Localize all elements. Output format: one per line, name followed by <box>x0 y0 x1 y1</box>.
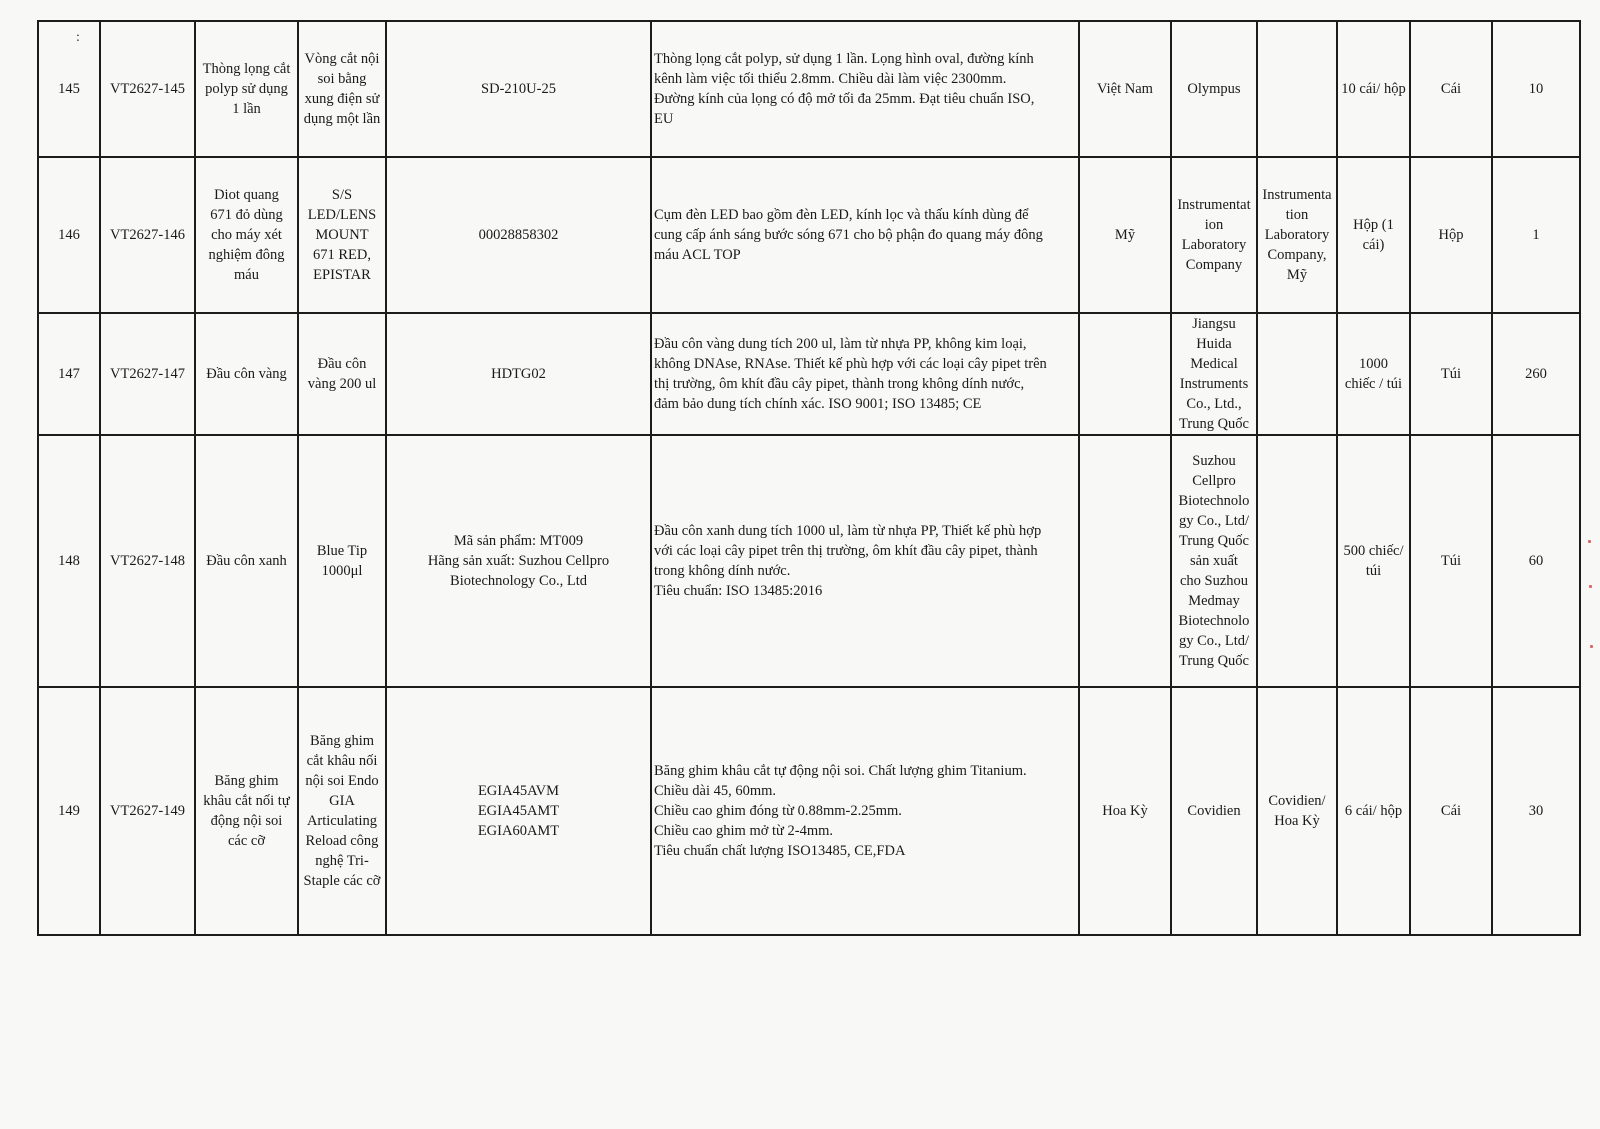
cell-owner-line: Mỹ <box>1286 267 1308 283</box>
cell-manufacturer-line: Medmay <box>1188 593 1240 609</box>
cell-item-name-line: Đầu côn xanh <box>206 553 287 569</box>
cell-model <box>386 687 651 935</box>
cell-packaging <box>1337 21 1410 157</box>
cell-trade-name-line: xung điện sử <box>304 91 380 107</box>
cell-owner-line: Company, <box>1267 247 1327 263</box>
cell-description-line: Tiêu chuẩn: ISO 13485:2016 <box>654 583 823 599</box>
cell-item-name-line: 671 đỏ dùng <box>210 207 283 223</box>
cell-manufacturer-line: Cellpro <box>1192 473 1236 489</box>
cell-packaging-line: 6 cái/ hộp <box>1344 803 1403 819</box>
cell-model-line: EGIA45AMT <box>477 803 560 819</box>
cell-description-line: Đầu côn xanh dung tích 1000 ul, làm từ nhựa PP, Thiết kế phù hợp <box>654 523 1042 539</box>
cell-item-name-line: nghiệm đông <box>208 247 285 263</box>
cell-manufacturer <box>1171 157 1257 313</box>
cell-model-line: Biotechnology Co., Ltd <box>450 573 587 589</box>
cell-trade-name-line: Staple các cỡ <box>303 873 381 889</box>
cell-index: 149 <box>38 687 100 935</box>
cell-model <box>386 157 651 313</box>
cell-origin-line: Việt Nam <box>1097 81 1153 97</box>
table-row <box>38 21 1580 157</box>
cell-manufacturer-line: Co., Ltd., <box>1186 396 1242 412</box>
cell-description <box>651 157 1079 313</box>
cell-owner <box>1257 157 1337 313</box>
cell-manufacturer-line: Olympus <box>1187 81 1241 97</box>
cell-trade-name-line: Blue Tip <box>316 543 368 559</box>
cell-owner-line: Hoa Kỳ <box>1274 813 1320 829</box>
cell-item-code: VT2627-147 <box>100 313 195 435</box>
cell-trade-name-line: Articulating <box>306 813 378 829</box>
cell-manufacturer-line: Instrumentat <box>1177 197 1251 213</box>
cell-quantity: 60 <box>1492 435 1580 687</box>
scan-dot-mark: : <box>76 30 80 45</box>
cell-description-line: kênh làm việc tối thiểu 2.8mm. Chiều dài làm việc 2300mm. <box>654 71 1007 87</box>
cell-packaging-line: túi <box>1365 563 1382 579</box>
cell-manufacturer-line: Trung Quốc <box>1179 653 1249 669</box>
cell-description-line: không DNAse, RNAse. Thiết kế phù hợp với các loại cây pipet trên <box>654 356 1047 372</box>
cell-trade-name-line: Vòng cắt nội <box>304 51 380 67</box>
cell-description-line: Chiều cao ghim mở từ 2-4mm. <box>654 823 834 839</box>
cell-origin <box>1079 157 1171 313</box>
cell-model-line: Hãng sản xuất: Suzhou Cellpro <box>427 553 610 569</box>
cell-packaging <box>1337 313 1410 435</box>
cell-unit: Cái <box>1410 687 1492 935</box>
cell-packaging-line: 10 cái/ hộp <box>1341 81 1406 97</box>
cell-packaging <box>1337 435 1410 687</box>
cell-item-name-line: 1 lần <box>232 101 261 117</box>
cell-trade-name-line: Đầu côn <box>317 356 367 372</box>
cell-item-name <box>195 157 298 313</box>
cell-unit: Hộp <box>1410 157 1492 313</box>
cell-quantity: 1 <box>1492 157 1580 313</box>
cell-item-name <box>195 313 298 435</box>
cell-packaging-line: 500 chiếc/ <box>1343 543 1404 559</box>
cell-trade-name <box>298 435 386 687</box>
cell-trade-name-line: MOUNT <box>315 227 369 243</box>
table-row <box>38 435 1580 687</box>
cell-packaging <box>1337 687 1410 935</box>
cell-owner-line: Covidien/ <box>1268 793 1326 809</box>
cell-item-name-line: polyp sử dụng <box>205 81 288 97</box>
cell-item-name-line: cho máy xét <box>211 227 282 243</box>
cell-trade-name-line: vàng 200 ul <box>307 376 377 392</box>
cell-model-line: 00028858302 <box>478 227 559 243</box>
cell-manufacturer-line: Jiangsu <box>1192 316 1236 332</box>
cell-manufacturer <box>1171 21 1257 157</box>
cell-trade-name-line: S/S <box>331 187 353 203</box>
cell-origin <box>1079 687 1171 935</box>
cell-trade-name-line: EPISTAR <box>313 267 371 283</box>
cell-description-line: Cụm đèn LED bao gồm đèn LED, kính lọc và thấu kính dùng để <box>654 207 1029 223</box>
cell-description <box>651 435 1079 687</box>
cell-trade-name-line: dụng một lần <box>303 111 381 127</box>
cell-origin-line: Hoa Kỳ <box>1102 803 1148 819</box>
cell-trade-name-line: LED/LENS <box>307 207 377 223</box>
cell-owner-line: Instrumenta <box>1262 187 1332 203</box>
cell-description-line: Băng ghim khâu cắt tự động nội soi. Chất lượng ghim Titanium. <box>654 763 1027 779</box>
cell-item-name <box>195 435 298 687</box>
scan-speck <box>1589 585 1592 588</box>
cell-origin <box>1079 435 1171 687</box>
cell-description-line: Tiêu chuẩn chất lượng ISO13485, CE,FDA <box>654 843 906 859</box>
cell-description-line: Chiều cao ghim đóng từ 0.88mm-2.25mm. <box>654 803 902 819</box>
cell-manufacturer-line: Suzhou <box>1192 453 1236 469</box>
cell-item-code: VT2627-149 <box>100 687 195 935</box>
cell-unit: Cái <box>1410 21 1492 157</box>
cell-manufacturer-line: gy Co., Ltd/ <box>1178 513 1250 529</box>
cell-manufacturer <box>1171 687 1257 935</box>
cell-manufacturer-line: Biotechnolo <box>1178 493 1250 509</box>
cell-quantity: 260 <box>1492 313 1580 435</box>
cell-trade-name <box>298 313 386 435</box>
cell-trade-name <box>298 157 386 313</box>
cell-description <box>651 21 1079 157</box>
cell-trade-name-line: nội soi Endo <box>305 773 379 789</box>
scan-speck <box>1590 645 1593 648</box>
cell-quantity: 10 <box>1492 21 1580 157</box>
table-row <box>38 313 1580 435</box>
cell-description-line: đảm bảo dung tích chính xác. ISO 9001; ISO 13485; CE <box>654 396 982 412</box>
cell-unit: Túi <box>1410 435 1492 687</box>
cell-owner-line: tion <box>1285 207 1309 223</box>
cell-manufacturer-line: ion <box>1204 217 1224 233</box>
cell-description-line: trong không dính nước. <box>654 563 791 579</box>
cell-quantity: 30 <box>1492 687 1580 935</box>
cell-item-name-line: Đầu côn vàng <box>206 366 287 382</box>
cell-packaging-line: Hộp (1 <box>1353 217 1394 233</box>
cell-manufacturer-line: Biotechnolo <box>1178 613 1250 629</box>
cell-item-name-line: Băng ghim <box>214 773 279 789</box>
cell-owner <box>1257 687 1337 935</box>
cell-item-code: VT2627-146 <box>100 157 195 313</box>
supplies-table <box>37 20 1581 936</box>
cell-manufacturer <box>1171 435 1257 687</box>
cell-origin-line: Mỹ <box>1114 227 1136 243</box>
cell-origin <box>1079 313 1171 435</box>
cell-description-line: Đường kính của lọng có độ mở tối đa 25mm. Đạt tiêu chuẩn ISO, <box>654 91 1035 107</box>
cell-trade-name-line: Băng ghim <box>309 733 375 749</box>
cell-manufacturer <box>1171 313 1257 435</box>
cell-trade-name <box>298 687 386 935</box>
cell-packaging-line: 1000 <box>1359 356 1388 372</box>
cell-item-name-line: khâu cắt nối tự <box>203 793 290 809</box>
cell-unit: Túi <box>1410 313 1492 435</box>
cell-description-line: với các loại cây pipet trên thị trường, ôm khít đầu cây pipet, thành <box>654 543 1038 559</box>
cell-trade-name-line: 1000μl <box>321 563 363 579</box>
scan-speck <box>1588 540 1591 543</box>
cell-packaging <box>1337 157 1410 313</box>
cell-owner <box>1257 435 1337 687</box>
cell-origin <box>1079 21 1171 157</box>
cell-description-line: EU <box>654 111 674 127</box>
table-body <box>38 21 1580 935</box>
cell-trade-name-line: 671 RED, <box>313 247 371 263</box>
cell-item-name-line: Thòng lọng cắt <box>202 61 291 77</box>
cell-model-line: SD-210U-25 <box>481 81 556 97</box>
cell-manufacturer-line: gy Co., Ltd/ <box>1178 633 1250 649</box>
cell-item-code: VT2627-145 <box>100 21 195 157</box>
cell-model-line: Mã sản phẩm: MT009 <box>453 533 584 549</box>
table-row <box>38 157 1580 313</box>
cell-item-name-line: máu <box>234 267 259 283</box>
cell-trade-name-line: nghệ Tri- <box>315 853 369 869</box>
cell-index: 148 <box>38 435 100 687</box>
cell-manufacturer-line: Trung Quốc <box>1179 416 1249 432</box>
cell-description-line: thị trường, ôm khít đầu cây pipet, thành trong không dính nước, <box>654 376 1025 392</box>
cell-trade-name-line: Reload công <box>305 833 379 849</box>
cell-owner-line: Laboratory <box>1264 227 1330 243</box>
cell-trade-name-line: GIA <box>329 793 355 809</box>
cell-trade-name-line: cắt khâu nối <box>306 753 378 769</box>
cell-description-line: Đầu côn vàng dung tích 200 ul, làm từ nhựa PP, không kim loại, <box>654 336 1027 352</box>
cell-model-line: EGIA60AMT <box>477 823 560 839</box>
cell-manufacturer-line: Company <box>1185 257 1243 273</box>
cell-description-line: cung cấp ánh sáng bước sóng 671 cho bộ phận đo quang máy đông <box>654 227 1043 243</box>
cell-manufacturer-line: Instruments <box>1179 376 1249 392</box>
cell-owner <box>1257 313 1337 435</box>
cell-description <box>651 313 1079 435</box>
cell-description-line: Thòng lọng cắt polyp, sử dụng 1 lần. Lọng hình oval, đường kính <box>654 51 1034 67</box>
cell-description-line: Chiều dài 45, 60mm. <box>654 783 777 799</box>
cell-manufacturer-line: Covidien <box>1187 803 1241 819</box>
cell-item-name <box>195 687 298 935</box>
cell-model <box>386 313 651 435</box>
cell-index: 145 <box>38 21 100 157</box>
cell-packaging-line: chiếc / túi <box>1344 376 1403 392</box>
cell-description-line: máu ACL TOP <box>654 247 741 263</box>
cell-owner <box>1257 21 1337 157</box>
cell-manufacturer-line: Laboratory <box>1181 237 1247 253</box>
cell-manufacturer-line: Medical <box>1190 356 1238 372</box>
cell-model <box>386 21 651 157</box>
cell-manufacturer-line: Huida <box>1196 336 1232 352</box>
cell-item-name <box>195 21 298 157</box>
cell-trade-name-line: soi bằng <box>317 71 367 87</box>
cell-item-name-line: động nội soi <box>210 813 283 829</box>
cell-trade-name <box>298 21 386 157</box>
cell-index: 146 <box>38 157 100 313</box>
cell-manufacturer-line: cho Suzhou <box>1179 573 1249 589</box>
cell-item-name-line: Diot quang <box>214 187 279 203</box>
cell-manufacturer-line: Trung Quốc <box>1179 533 1249 549</box>
cell-manufacturer-line: sản xuất <box>1190 553 1238 569</box>
cell-model <box>386 435 651 687</box>
cell-item-code: VT2627-148 <box>100 435 195 687</box>
cell-model-line: EGIA45AVM <box>477 783 560 799</box>
cell-model-line: HDTG02 <box>491 366 546 382</box>
table-row <box>38 687 1580 935</box>
cell-index: 147 <box>38 313 100 435</box>
cell-item-name-line: các cỡ <box>227 833 266 849</box>
cell-description <box>651 687 1079 935</box>
cell-packaging-line: cái) <box>1362 237 1385 253</box>
